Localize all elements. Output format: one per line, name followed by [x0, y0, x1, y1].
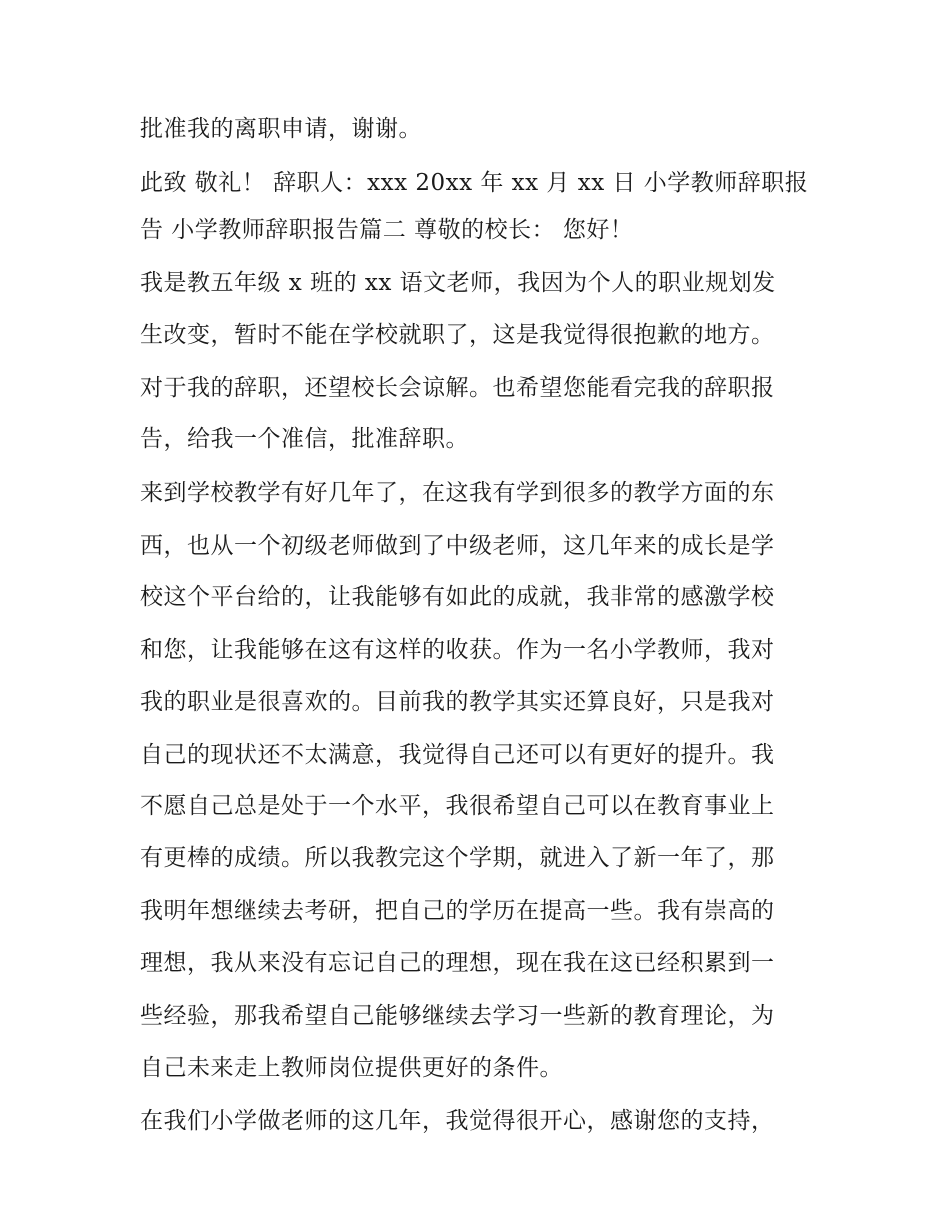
text-line: 我的职业是很喜欢的。目前我的教学其实还算良好，只是我对	[140, 689, 775, 715]
text-line: 来到学校教学有好几年了，在这我有学到很多的教学方面的东	[140, 480, 775, 506]
text-line: 和您，让我能够在这有这样的收获。作为一名小学教师，我对	[140, 637, 775, 663]
text-line: 在我们小学做老师的这几年，我觉得很开心，感谢您的支持，	[140, 1108, 775, 1134]
text-line: 些经验，那我希望自己能够继续去学习一些新的教育理论，为	[140, 1003, 775, 1029]
text-line: 我明年想继续去考研，把自己的学历在提高一些。我有崇高的	[140, 898, 775, 924]
text-line: 校这个平台给的，让我能够有如此的成就，我非常的感激学校	[140, 584, 775, 610]
text-line: 告 小学教师辞职报告篇二 尊敬的校长： 您好！	[140, 217, 634, 243]
text-line: 告，给我一个准信，批准辞职。	[140, 426, 469, 452]
text-line: 对于我的辞职，还望校长会谅解。也希望您能看完我的辞职报	[140, 375, 775, 401]
text-line: 西，也从一个初级老师做到了中级老师，这几年来的成长是学	[140, 533, 775, 559]
text-line: 理想，我从来没有忘记自己的理想，现在我在这已经积累到一	[140, 950, 775, 976]
text-line: 不愿自己总是处于一个水平，我很希望自己可以在教育事业上	[140, 793, 775, 819]
text-line: 批准我的离职申请，谢谢。	[140, 116, 422, 142]
text-line: 自己的现状还不太满意，我觉得自己还可以有更好的提升。我	[140, 742, 775, 768]
text-line: 此致 敬礼！ 辞职人：xxx 20xx 年 xx 月 xx 日 小学教师辞职报	[140, 170, 809, 196]
text-line: 自己未来走上教师岗位提供更好的条件。	[140, 1055, 563, 1081]
text-line: 生改变，暂时不能在学校就职了，这是我觉得很抱歉的地方。	[140, 322, 775, 348]
text-line: 我是教五年级 x 班的 xx 语文老师，我因为个人的职业规划发	[140, 270, 776, 296]
text-line: 有更棒的成绩。所以我教完这个学期，就进入了新一年了，那	[140, 845, 775, 871]
